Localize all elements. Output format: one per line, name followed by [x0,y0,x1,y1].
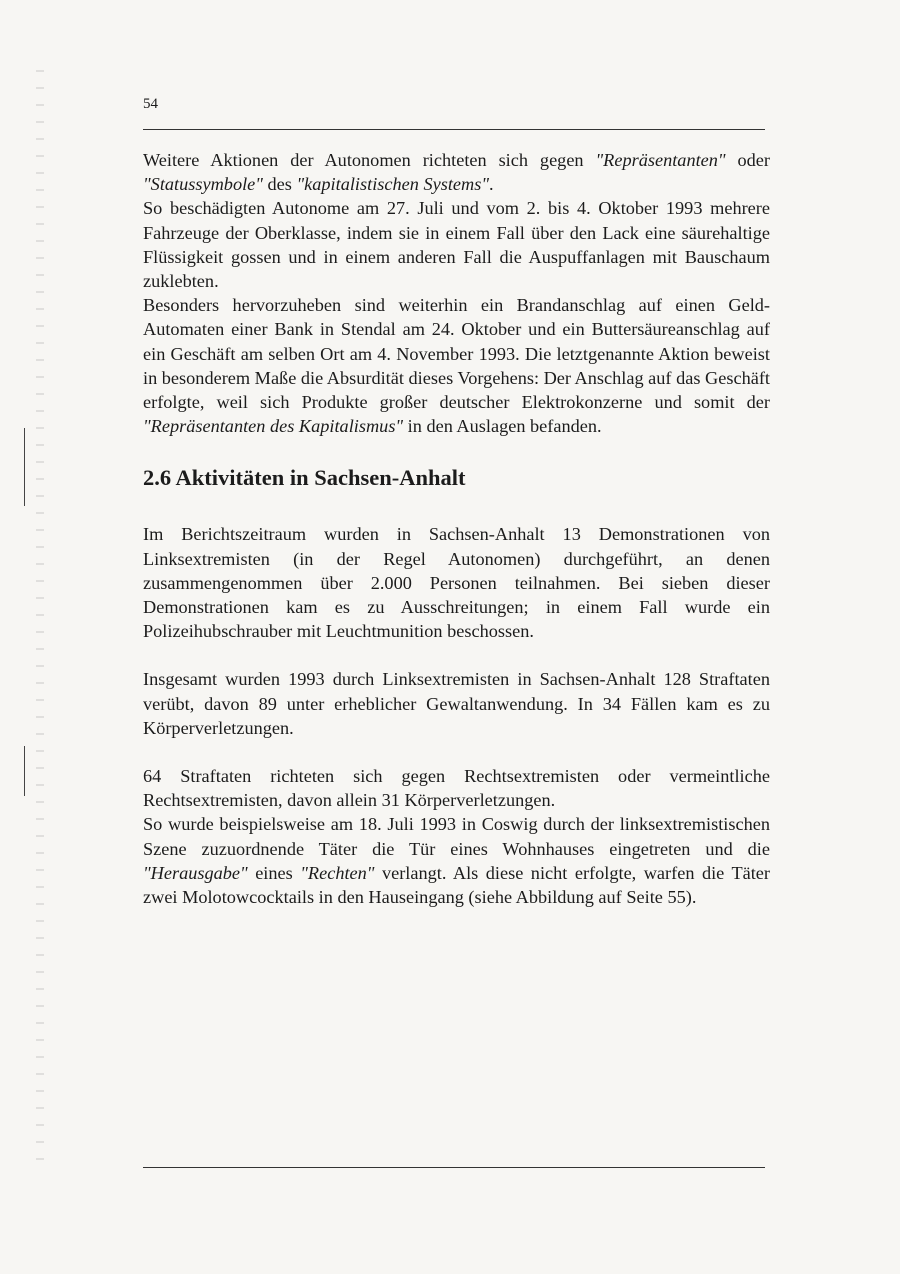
text-run: So wurde beispielsweise am 18. Juli 1993 in Coswig durch der linksextremistischen Szene zuzuordnende Täter die Tür eines Wohnhauses eingetreten und die [143,814,770,859]
text-run: 64 Straftaten richteten sich gegen Rechtsextremisten oder vermeintliche Rechtsextremisten, davon allein 31 Körperverletzungen. [143,766,770,811]
text-run: des [262,174,297,195]
quoted-term: "kapitalistischen Systems" [296,174,490,195]
section-paragraphs [143,522,770,909]
page-body [143,148,770,909]
text-run: oder [725,150,770,170]
quoted-term: "Statussymbole" [143,174,263,195]
body-paragraph [143,764,770,812]
body-paragraph [143,812,770,909]
quoted-term: "Repräsentanten des Kapitalismus" [143,416,404,437]
scan-margin-speckle [36,70,44,1170]
text-run: Insgesamt wurden 1993 durch Linksextremisten in Sachsen-Anhalt 128 Straftaten verübt, davon 89 unter erheblicher Gewaltanwendung. In 34 Fällen kam es zu Körperverletzungen. [143,669,770,738]
text-run: . [489,174,494,195]
quoted-term: "Rechten" [300,862,375,883]
footer-rule [143,1167,765,1168]
text-run: Besonders hervorzuheben sind weiterhin ein Brandanschlag auf einen Geld-Automaten einer Bank in Stendal am 24. Oktober und ein Buttersäureanschlag auf ein Geschäft am selben Ort am 4. November 1993. Die letztgenannte Aktion beweist in besonderem Maße die Absurdität dieses Vorgehens: Der Anschlag auf das Geschäft erfolgte, weil sich Produkte großer deutscher Elektrokonzerne und somit der [143,295,770,413]
paragraph-gap [143,643,770,667]
body-paragraph [143,196,770,293]
quoted-term: "Repräsentanten" [595,150,726,170]
text-run: Weitere Aktionen der Autonomen richteten sich gegen [143,150,596,170]
header-rule [143,129,765,130]
quoted-term: "Herausgabe" [143,862,248,883]
body-paragraph [143,148,770,196]
text-run: verlangt. Als diese nicht erfolgte, warfen die Täter zwei Molotowcocktails in den Hauseingang (siehe Abbildung auf Seite 55). [143,862,771,908]
margin-change-bar [24,428,25,506]
text-run: in den Auslagen befanden. [403,416,602,437]
text-run: eines [247,862,301,883]
body-paragraph [143,667,770,740]
text-run: So beschädigten Autonome am 27. Juli und vom 2. bis 4. Oktober 1993 mehrere Fahrzeuge der Oberklasse, indem sie in einem Fall über den Lack eine säurehaltige Flüssigkeit gossen und in einem anderen Fall die Auspuffanlagen mit Bauschaum zuklebten. [143,198,770,292]
section-heading: 2.6 Aktivitäten in Sachsen-Anhalt [143,465,466,491]
paragraph-gap [143,740,770,764]
body-paragraph [143,522,770,643]
body-paragraph [143,293,770,438]
text-run: Im Berichtszeitraum wurden in Sachsen-Anhalt 13 Demonstrationen von Linksextremisten (in der Regel Autonomen) durchgeführt, an denen zusammengenommen über 2.000 Personen teilnahmen. Bei sieben dieser Demonstrationen kam es zu Ausschreitungen; in einem Fall wurde ein Polizeihubschrauber mit Leuchtmunition beschossen. [143,524,770,642]
margin-change-bar [24,746,25,796]
intro-paragraphs [143,148,770,438]
page-number: 54 [143,96,158,112]
